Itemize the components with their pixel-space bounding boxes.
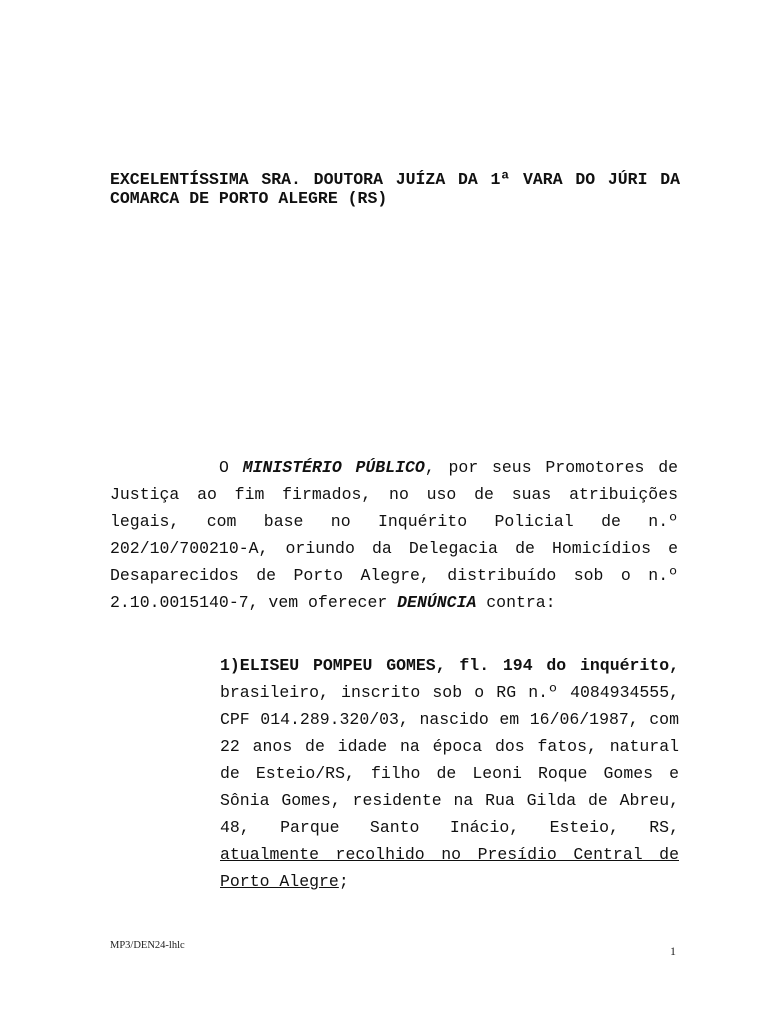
action-denuncia: DENÚNCIA [397,593,477,612]
addressee-line-2: COMARCA DE PORTO ALEGRE (RS) [110,189,388,208]
footer-page-number: 1 [670,944,676,958]
defendant-heading: 1)ELISEU POMPEU GOMES, fl. 194 do inquérito, [220,656,679,675]
defendant-item [220,652,679,895]
defendant-details: brasileiro, inscrito sob o RG n.º 4084934555, CPF 014.289.320/03, nascido em 16/06/1987, com 22 anos de idade na época dos fatos, natural de Esteio/RS, filho de Leoni Roque Gomes e Sônia Gomes, residente na Rua Gilda de Abreu, 48, Parque Santo Inácio, Esteio, RS, [220,683,679,837]
intro-text-1: , por seus Promotores de Justiça ao fim firmados, no uso de suas atribuições legais, com base no Inquérito Policial de n.º 202/10/700210-A, oriundo da Delegacia de Homicídios e Desaparecidos de Porto Alegre, distribuído sob o n.º 2.10.0015140-7, vem oferecer [110,458,679,612]
intro-article: O [219,458,229,477]
defendant-custody: atualmente recolhido no Presídio Central de Porto Alegre [220,845,679,891]
footer-doc-code: MP3/DEN24-lhlc [110,940,185,951]
addressee-heading [110,170,680,208]
intro-paragraph [110,454,678,616]
defendant-ending: ; [338,872,349,891]
addressee-line-1: EXCELENTÍSSIMA SRA. DOUTORA JUÍZA DA 1ª VARA DO JÚRI DA [110,170,680,189]
institution-name: MINISTÉRIO PÚBLICO [242,458,425,477]
intro-text-2: contra: [476,593,556,612]
